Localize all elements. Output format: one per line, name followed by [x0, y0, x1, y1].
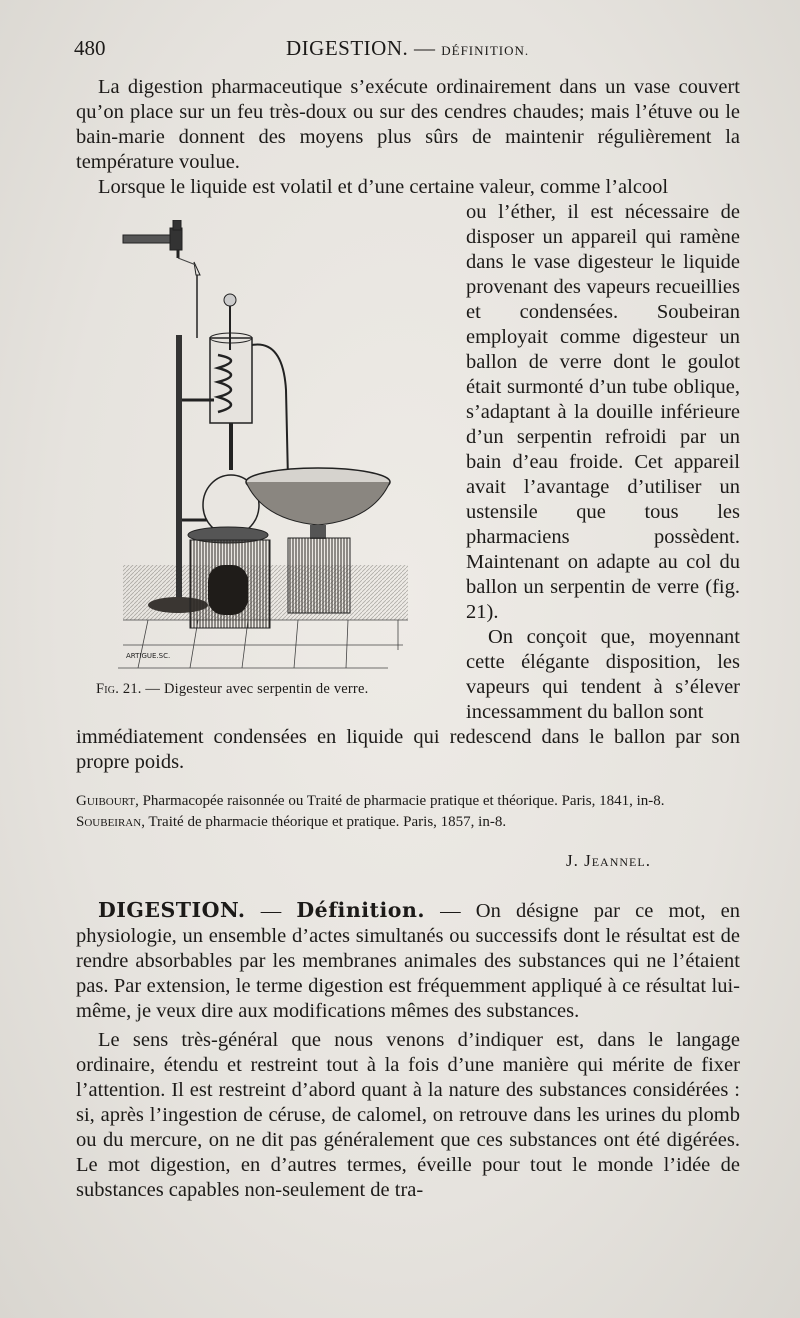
figure-caption-dash: — [145, 681, 161, 697]
overflow-tube [252, 345, 288, 480]
running-title-main: DIGESTION. [286, 36, 409, 60]
engraver-signature: ARTIGUE.SC. [126, 652, 171, 660]
section-dash-2: — [424, 900, 476, 922]
figure-caption-text: Digesteur avec serpentin de verre. [163, 681, 369, 697]
section-paragraph-1 [76, 898, 740, 1024]
basin [246, 468, 390, 539]
section-heading: DIGESTION. [98, 898, 246, 922]
author-signature: J. Jeannel. [566, 851, 651, 870]
continuation-paragraph [76, 725, 740, 775]
running-title [286, 36, 529, 61]
running-header [74, 36, 742, 64]
intro-paragraphs [76, 75, 740, 200]
running-title-sub: DÉFINITION. [441, 43, 530, 58]
condenser-jar [210, 294, 252, 423]
section-digestion [76, 898, 740, 1203]
references [76, 792, 748, 834]
figure-digester-illustration [118, 220, 408, 670]
reference-author: Guibourt [76, 793, 136, 809]
intro-paragraph-1: La digestion pharmaceutique s’exécute ordinairement dans un vase couvert qu’on place sur un feu très-doux ou sur des cendres chaudes; mais l’étuve ou le bain-marie donnent des moyens plus sûrs de maintenir régulièrement la température voulue. [76, 76, 740, 173]
intro-paragraph-2: Lorsque le liquide est volatil et d’une certaine valeur, comme l’alcool [98, 176, 669, 198]
reference-text: , Traité de pharmacie théorique et pratique. Paris, 1857, in-8. [141, 814, 507, 830]
page-number: 480 [74, 36, 106, 60]
wooden-block [288, 538, 350, 613]
funnel [194, 262, 200, 275]
reference-text: , Pharmacopée raisonnée ou Traité de pharmacie pratique et théorique. Paris, 1841, in-8. [135, 793, 665, 809]
stand-rod [176, 335, 182, 605]
reference-item [76, 813, 748, 832]
figure-label: Fig. 21. [96, 681, 142, 697]
column-paragraph-1: ou l’éther, il est nécessaire de disposer un appareil qui ramène dans le vase digesteur le liquide provenant des vapeurs recueillies et condensées. Soubeiran employait comme digesteur un ballon de verre dont le goulot était surmonté d’un tube oblique, s’adaptant à la douille inférieure d’un serpentin refroidi par un bain d’eau froide. Cet appareil avait l’avantage d’utiliser un ustensile que tous les pharmaciens possèdent. Maintenant on adapte au col du ballon un serpentin de verre (fig. 21). [466, 201, 740, 623]
running-title-dash: — [413, 36, 436, 60]
reference-author: Soubeiran [76, 814, 142, 830]
figure-caption [96, 681, 368, 698]
continuation-text: immédiatement condensées en liquide qui redescend dans le ballon par son propre poids. [76, 726, 740, 773]
column-paragraph [466, 200, 740, 725]
section-paragraph-2: Le sens très-général que nous venons d’indiquer est, dans le langage ordinaire, étendu et restreint tout à la fois d’une manière qui mérite de fixer l’attention. Il est restreint d’abord quant à la nature des substances considérées : si, après l’ingestion de céruse, de calomel, on retrouve dans les urines du plomb ou du mercure, on ne dit pas généralement que ces substances ont été digérées. Le mot digestion, en d’autres termes, éveille pour tout le monde l’idée de substances capables non-seulement de tra- [76, 1029, 740, 1201]
section-paragraph-1-text: On désigne par ce mot, en physiologie, un ensemble d’actes simultanés ou successifs dont le résultat est de rendre absorbables par les membranes animales des substances qui ne l’étaient pas. Par extension, le terme digestion est fréquemment appliqué à ce résultat lui-même, je veux dire aux modifications mêmes des substances. [76, 900, 740, 1022]
column-paragraph-2: On conçoit que, moyennant cette élégante disposition, les vapeurs qui tendent à s’élever incessamment du ballon sont [466, 626, 740, 723]
reference-item [76, 792, 748, 811]
section-subheading: Définition. [296, 898, 425, 922]
section-dash-1: — [245, 900, 297, 922]
stove-door [208, 565, 248, 615]
faucet [123, 220, 182, 258]
